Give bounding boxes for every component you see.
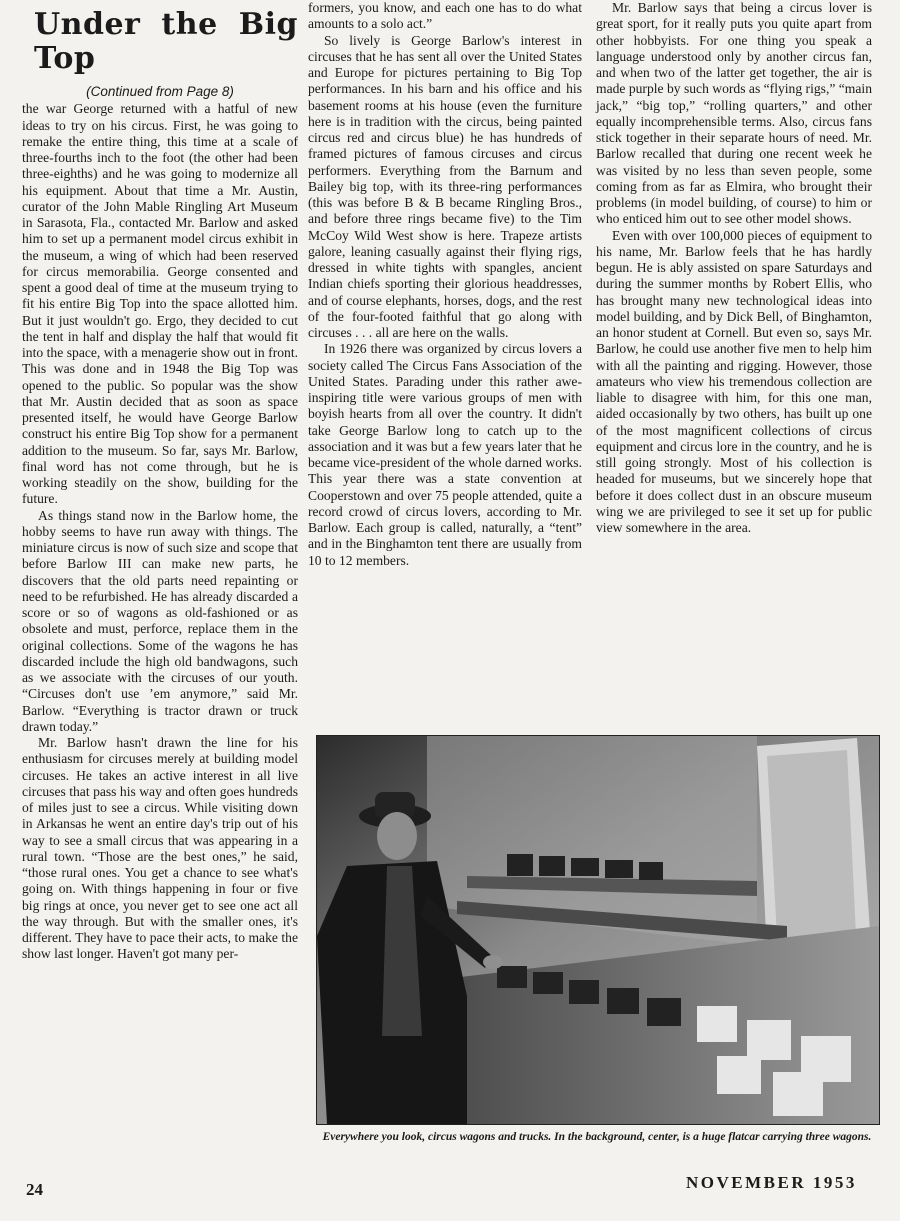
paragraph: the war George returned with a hatful of new ideas to try on his circus. First, he was going to remake the entire thing, this time at a scale of three-fourths inch to the foot (the other had been three-eighths) and he was going to modernize all his equipment. About that time a Mr. Austin, curator of the John Mable Ringling Art Museum in Sarasota, Fla., contacted Mr. Barlow and asked him to set up a permanent model circus exhibit in the museum, a wing of which had been reserved for circus memorabilia. George consented and spent a good deal of time at the museum trying to fit his entire Big Top into the space allotted him. But it just wouldn't go. Ergo, they decided to cut the tent in half and display the half that would fit into the space, with a menagerie show out in front. This was done and in 1948 the Big Top was opened to the public. So popular was the show that Mr. Austin decided that as soon as space presented itself, he would have George Barlow construct his entire Big Top show for a permanent addition to the museum. So far, says Mr. Barlow, final word has not come through, but he is working steadily on the show, building for the future.: [22, 101, 298, 507]
paragraph: formers, you know, and each one has to do what amounts to a solo act.”: [308, 0, 582, 32]
article-column-2: [308, 0, 582, 569]
article-column-3: [596, 0, 872, 536]
continued-note: (Continued from Page 8): [86, 84, 234, 99]
photo-caption: Everywhere you look, circus wagons and trucks. In the background, center, is a huge flatcar carrying three wagons.: [322, 1131, 872, 1143]
article-photo: [316, 735, 880, 1125]
paragraph: In 1926 there was organized by circus lovers a society called The Circus Fans Association of the United States. Parading under this rather awe-inspiring title were various groups of men with boyish hearts from all over the country. It didn't take George Barlow long to catch up to the association and it was but a few years later that he became vice-president of the whole darned works. This year there was a state convention at Cooperstown and over 75 people attended, quite a record crowd of circus lovers, according to Mr. Barlow. Each group is called, naturally, a “tent” and in the Binghamton tent there are usually from 10 to 12 members.: [308, 341, 582, 568]
article-column-1: [22, 0, 298, 963]
issue-date: NOVEMBER 1953: [686, 1173, 857, 1192]
paragraph: As things stand now in the Barlow home, the hobby seems to have run away with things. The miniature circus is now of such size and scope that before Barlow III can make new parts, he discovers that the old parts need repainting or need to be refurbished. He has already discarded a score or so of wagons as old-fashioned or as obsolete and must, perforce, replace them in the original collections. Some of the wagons he has discarded include the high old bandwagons, such as we associate with the circuses of our youth. “Circuses don't use ’em anymore,” said Mr. Barlow. “Everything is tractor drawn or truck drawn today.”: [22, 507, 298, 734]
paragraph: Mr. Barlow says that being a circus lover is great sport, for it really puts you quite apart from other hobbyists. For one thing you speak a language understood only by another circus fan, and when two of the latter get together, the air is made purple by such words as “flying rigs,” “main jack,” “big top,” “rolling quarters,” and other equally incomprehensible terms. Also, circus fans stick together in their separate hours of need. Mr. Barlow recalled that during one recent week he was visited by no less than seven people, some coming from as far as Elmira, who brought their problems (in model building, of course) to him or who enticed him out to see other model shows.: [596, 0, 872, 227]
paragraph: Even with over 100,000 pieces of equipment to his name, Mr. Barlow feels that he has hardly begun. He is ably assisted on spare Saturdays and during the summer months by Robert Ellis, who has brought many new technological ideas into model building, and by Dick Bell, of Binghamton, an honor student at Cornell. But even so, says Mr. Barlow, he could use another five men to help him with all the painting and rigging. However, those amateurs who view his tremendous collection are liable to disagree with him, for this one man, aided occasionally by two others, has built up one of the most magnificent collections of circus equipment and circus lore in the country, and he is still going strongly. Most of his collection is headed for museums, but we sincerely hope that before it does collect dust in an obscure museum wing we are privileged to see it set up for public view somewhere in the area.: [596, 227, 872, 535]
page-number: 24: [26, 1180, 43, 1199]
article-headline: Under the Big Top: [34, 7, 298, 76]
paragraph: Mr. Barlow hasn't drawn the line for his enthusiasm for circuses merely at building model circuses. He takes an active interest in all live circuses that pass his way and often goes hundreds of miles just to see a circus. While visiting down in Arkansas he went an entire day's trip out of his way to see a small circus that was appearing in a rural town. “Those are the best ones,” he said, “those rural ones. You get a chance to see what's going on. With things happening in four or five big rings at once, you never get to see one act all the way through. But with the smaller ones, it's different. They have to pace their acts, to make the show last longer. Haven't got many per-: [22, 735, 298, 962]
paragraph: So lively is George Barlow's interest in circuses that he has sent all over the United States and Europe for pictures pertaining to Big Top performances. In his barn and his office and his basement rooms at his house (even the furniture here is in tradition with the circus, being painted circus red and circus blue) he has hundreds of framed pictures of famous circuses and circus performers. Everything from the Barnum and Bailey big top, with its three-ring performances (this was before B & B became Ringling Bros., and before three rings became five) to the Tim McCoy Wild West show is here. Trapeze artists galore, leaning casually against their flying rigs, dressed in white tights with spangles, ancient Indian chiefs sporting their glorious headdresses, and of course elephants, horses, dogs, and the rest of the four-footed faithful that go along with circuses . . . all are here on the walls.: [308, 32, 582, 340]
